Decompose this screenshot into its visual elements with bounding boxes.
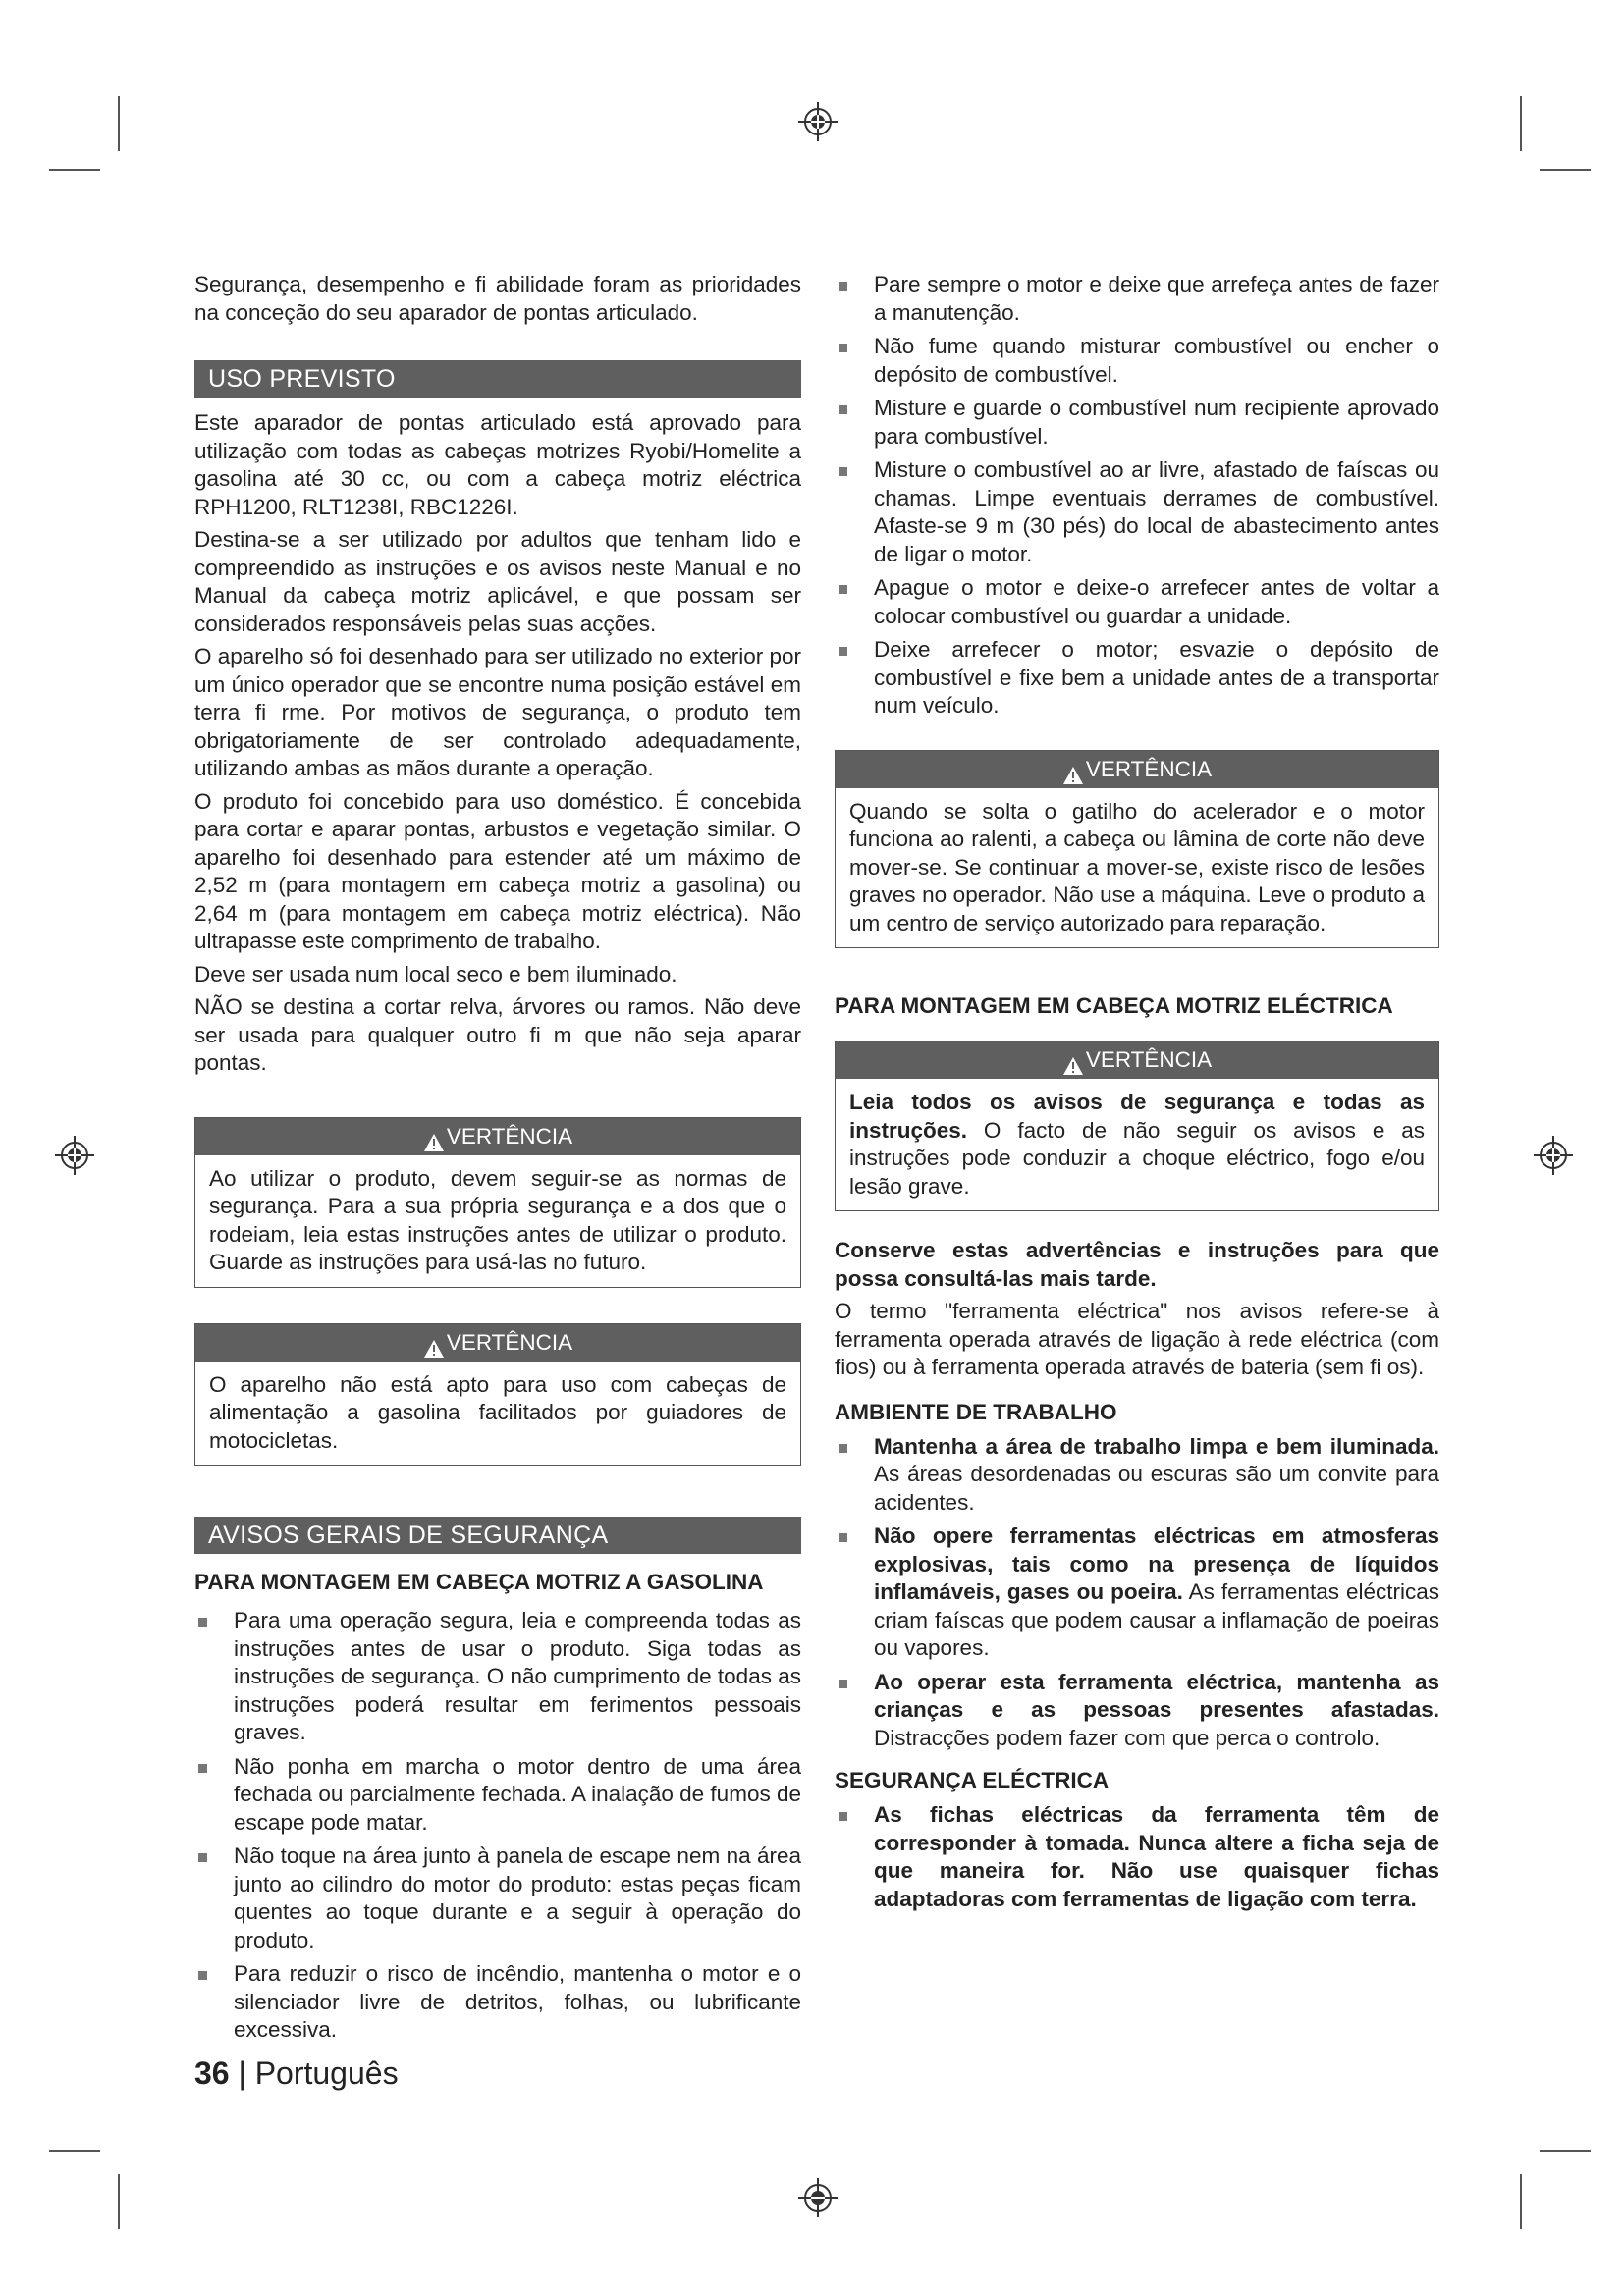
warning-header xyxy=(836,751,1438,788)
crop-mark xyxy=(118,96,120,151)
crop-mark xyxy=(118,2174,120,2229)
bullet-square-icon xyxy=(839,1533,847,1542)
termo-text: O termo "ferramenta eléctrica" nos avisos refere-se à ferramenta operada através de ligação à rede eléctrica (com fios) ou à ferramenta operada através de bateria (sem fi os). xyxy=(835,1299,1439,1379)
list-item: Para reduzir o risco de incêndio, mantenha o motor e o silenciador livre de detritos, folhas, ou lubrificante excessiva. xyxy=(194,1960,801,2045)
warning-title: VERTÊNCIA xyxy=(1085,756,1213,781)
list-item: Apague o motor e deixe-o arrefecer antes de voltar a colocar combustível ou guardar a unidade. xyxy=(835,574,1439,630)
bullet-list-fuel xyxy=(835,271,1439,721)
uso-paragraph: O produto foi concebido para uso doméstico. É concebida para cortar e aparar pontas, arbustos e vegetação similar. O aparelho foi desenhado para estender até um máximo de 2,52 m (para montagem em cabeça motriz a gasolina) ou 2,64 m (para montagem em cabeça motriz eléctrica). Não ultrapasse este comprimento de trabalho. xyxy=(194,788,801,953)
list-item: Mantenha a área de trabalho limpa e bem iluminada. As áreas desordenadas ou escuras são um convite para acidentes. xyxy=(835,1433,1439,1518)
uso-paragraph: NÃO se destina a cortar relva, árvores ou ramos. Não deve ser usada para qualquer outro fi m que não seja aparar pontas. xyxy=(194,994,801,1075)
warning-triangle-icon xyxy=(1062,1050,1084,1070)
crop-mark xyxy=(1540,2150,1591,2152)
section-band-avisos-gerais: AVISOS GERAIS DE SEGURANÇA xyxy=(194,1517,801,1554)
bullet-square-icon xyxy=(839,282,847,291)
registration-mark-icon xyxy=(1532,1134,1575,1177)
warning-text: O aparelho não está apto para uso com cabeças de alimentação a gasolina facilitados por guiadores de motocicletas. xyxy=(209,1371,786,1453)
uso-paragraph: Este aparador de pontas articulado está aprovado para utilização com todas as cabeças motrizes Ryobi/Homelite a gasolina até 30 cc, ou com a cabeça motriz eléctrica RPH1200, RLT1238I, RBC1226I. xyxy=(194,410,801,519)
bullet-square-icon xyxy=(198,1971,207,1980)
left-column xyxy=(194,271,801,2051)
bullet-list-seguranca xyxy=(835,1801,1439,1913)
list-item: Para uma operação segura, leia e compreenda todas as instruções antes de usar o produto. Siga todas as instruções de segurança. O não cumprimento de todas as instruções poderá resultar em ferimentos pessoais graves. xyxy=(194,1607,801,1747)
list-item: As fichas eléctricas da ferramenta têm de corresponder à tomada. Nunca altere a ficha seja de que maneira for. Não use quaisquer fichas adaptadoras com ferramentas de ligação com terra. xyxy=(835,1801,1439,1913)
list-item: Ao operar esta ferramenta eléctrica, mantenha as crianças e as pessoas presentes afastadas. Distracções podem fazer com que perca o controlo. xyxy=(835,1669,1439,1753)
bullet-square-icon xyxy=(839,647,847,656)
warning-text: Ao utilizar o produto, devem seguir-se as normas de segurança. Para a sua própria segurança e a dos que o rodeiam, leia estas instruções antes de utilizar o produto. Guarde as instruções para usá-las no futuro. xyxy=(209,1165,786,1274)
subheading-ambiente: AMBIENTE DE TRABALHO xyxy=(835,1399,1117,1424)
registration-mark-icon xyxy=(796,100,839,143)
bullet-square-icon xyxy=(198,1618,207,1627)
warning-triangle-icon xyxy=(1062,760,1084,779)
warning-text: Leia todos os avisos de segurança e todas as instruções. O facto de não seguir os avisos e as instruções pode conduzir a choque eléctrico, fogo e/ou lesão grave. xyxy=(849,1090,1425,1199)
list-item: Misture e guarde o combustível num recipiente aprovado para combustível. xyxy=(835,395,1439,451)
uso-paragraph: O aparelho só foi desenhado para ser utilizado no exterior por um único operador que se encontre numa posição estável em terra fi rme. Por motivos de segurança, o produto tem obrigatoriamente de ser controlado adequadamente, utilizando ambas as mãos durante a operação. xyxy=(194,644,801,780)
list-item: Misture o combustível ao ar livre, afastado de faíscas ou chamas. Limpe eventuais derrames de combustível. Afaste-se 9 m (30 pés) do local de abastecimento antes de ligar o motor. xyxy=(835,456,1439,568)
warning-box xyxy=(835,750,1439,949)
subheading-seguranca: SEGURANÇA ELÉCTRICA xyxy=(835,1768,1110,1792)
bullet-square-icon xyxy=(839,405,847,414)
warning-box xyxy=(194,1323,801,1467)
registration-mark-icon xyxy=(53,1134,96,1177)
warning-text: Quando se solta o gatilho do acelerador e o motor funciona ao ralenti, a cabeça ou lâmina de corte não deve mover-se. Se continuar a mover-se, existe risco de lesões graves no operador. Não use a máquina. Leve o produto a um centro de serviço autorizado para reparação. xyxy=(849,798,1425,935)
registration-mark-icon xyxy=(796,2176,839,2219)
warning-triangle-icon xyxy=(423,1333,445,1353)
bullet-list-ambiente xyxy=(835,1433,1439,1753)
footer-separator: | xyxy=(238,2056,246,2091)
bullet-square-icon xyxy=(839,585,847,594)
list-item: Não toque na área junto à panela de escape nem na área junto ao cilindro do motor do produto: estas peças ficam quentes ao toque durante e a seguir à operação do produto. xyxy=(194,1842,801,1954)
page-footer xyxy=(194,2056,399,2092)
bullet-square-icon xyxy=(839,1444,847,1453)
crop-mark xyxy=(1540,169,1591,171)
conserve-text: Conserve estas advertências e instruções para que possa consultá-las mais tarde. xyxy=(835,1238,1439,1291)
list-item: Não ponha em marcha o motor dentro de uma área fechada ou parcialmente fechada. A inalação de fumos de escape pode matar. xyxy=(194,1753,801,1838)
uso-paragraph: Destina-se a ser utilizado por adultos que tenham lido e compreendido as instruções e os avisos neste Manual e no Manual da cabeça motriz aplicável, e que possam ser considerados responsáveis pelas suas acções. xyxy=(194,527,801,636)
intro-text: Segurança, desempenho e fi abilidade foram as prioridades na conceção do seu aparador de pontas articulado. xyxy=(194,272,801,325)
subheading-gasolina: PARA MONTAGEM EM CABEÇA MOTRIZ A GASOLINA xyxy=(194,1570,764,1594)
page-number: 36 xyxy=(194,2056,230,2091)
bullet-square-icon xyxy=(198,1764,207,1773)
bullet-square-icon xyxy=(198,1853,207,1862)
subheading-electrica: PARA MONTAGEM EM CABEÇA MOTRIZ ELÉCTRICA xyxy=(835,993,1393,1018)
warning-box xyxy=(835,1041,1439,1211)
list-item: Não fume quando misturar combustível ou encher o depósito de combustível. xyxy=(835,333,1439,389)
bullet-square-icon xyxy=(839,1812,847,1821)
warning-box xyxy=(194,1117,801,1288)
crop-mark xyxy=(49,169,100,171)
bullet-list-gasolina xyxy=(194,1607,801,2045)
bullet-square-icon xyxy=(839,1680,847,1688)
warning-header xyxy=(195,1324,800,1362)
warning-title: VERTÊNCIA xyxy=(446,1123,573,1148)
warning-title: VERTÊNCIA xyxy=(1085,1047,1213,1072)
warning-header xyxy=(836,1041,1438,1079)
warning-triangle-icon xyxy=(423,1127,445,1147)
warning-header xyxy=(195,1118,800,1155)
section-band-uso-previsto: USO PREVISTO xyxy=(194,360,801,398)
bullet-square-icon xyxy=(839,344,847,352)
uso-paragraph: Deve ser usada num local seco e bem iluminado. xyxy=(194,961,677,987)
warning-title: VERTÊNCIA xyxy=(446,1329,573,1355)
crop-mark xyxy=(1520,2174,1522,2229)
list-item: Não opere ferramentas eléctricas em atmosferas explosivas, tais como na presença de líquidos inflamáveis, gases ou poeira. As ferramentas eléctricas criam faíscas que podem causar a inflamação de poeiras ou vapores. xyxy=(835,1522,1439,1663)
crop-mark xyxy=(49,2150,100,2152)
crop-mark xyxy=(1520,96,1522,151)
list-item: Pare sempre o motor e deixe que arrefeça antes de fazer a manutenção. xyxy=(835,271,1439,327)
footer-language: Português xyxy=(254,2056,399,2091)
bullet-square-icon xyxy=(839,467,847,476)
right-column xyxy=(835,271,1439,1919)
list-item: Deixe arrefecer o motor; esvazie o depósito de combustível e fixe bem a unidade antes de a transportar num veículo. xyxy=(835,636,1439,721)
